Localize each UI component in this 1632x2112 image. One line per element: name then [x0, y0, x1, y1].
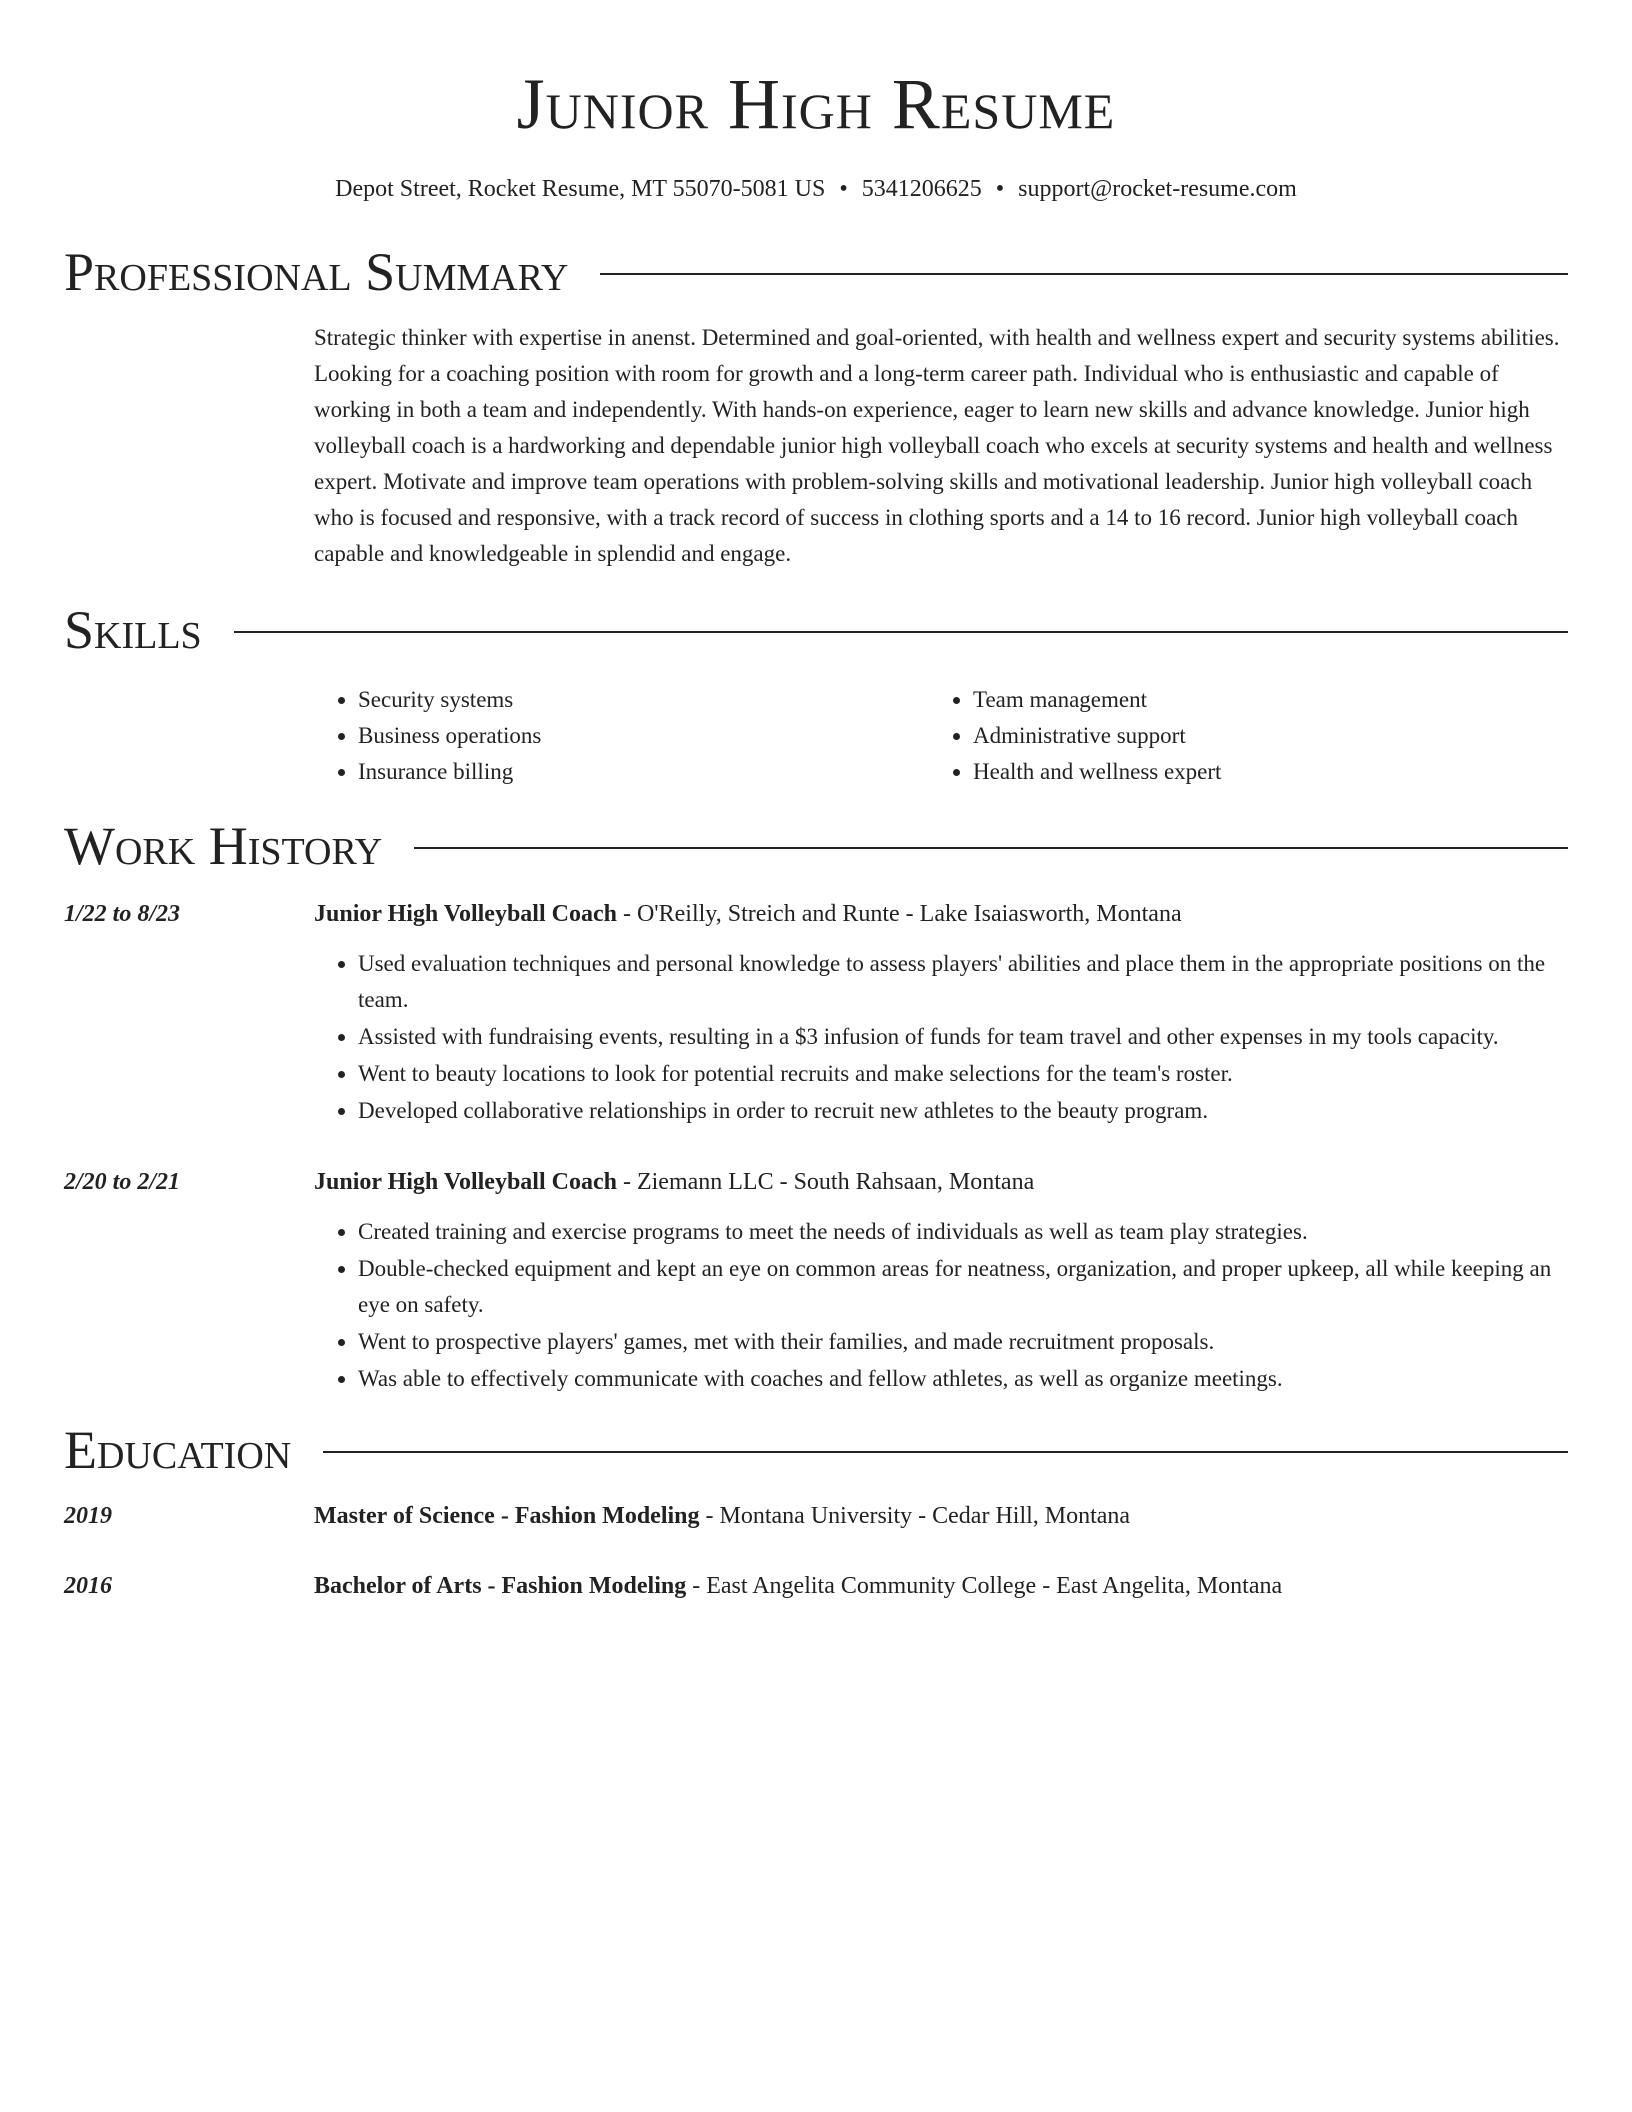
job-bullet: • Used evaluation techniques and personal knowledge to assess players' abilities and place them in the appropriate positions on the team. [358, 946, 1568, 1018]
education-school: - East Angelita Community College - East Angelita, Montana [686, 1573, 1283, 1599]
education-degree: Bachelor of Arts - Fashion Modeling [314, 1573, 687, 1599]
contact-separator: • [995, 176, 1005, 202]
job-bullet: • Developed collaborative relationships in order to recruit new athletes to the beauty program. [358, 1093, 1568, 1129]
skill-item: • Administrative support [973, 718, 1544, 754]
education-degree: Master of Science - Fashion Modeling [314, 1503, 700, 1529]
job-bullets [314, 1214, 1568, 1397]
job-bullet: • Created training and exercise programs to meet the needs of individuals as well as team play strategies. [358, 1214, 1568, 1250]
education-entry [64, 1498, 1568, 1534]
skills-column-right [929, 682, 1544, 790]
job-employer: - O'Reilly, Streich and Runte - Lake Isaiasworth, Montana [616, 901, 1182, 927]
skill-item: • Insurance billing [358, 754, 929, 790]
contact-address: Depot Street, Rocket Resume, MT 55070-5081 US [335, 176, 826, 202]
education-school: - Montana University - Cedar Hill, Montana [699, 1503, 1131, 1529]
job-heading [314, 1164, 1568, 1200]
job-bullet: • Went to prospective players' games, met with their families, and made recruitment proposals. [358, 1324, 1568, 1360]
section-divider [414, 847, 1568, 849]
job-position: Junior High Volleyball Coach [314, 901, 617, 927]
summary-section-title: Professional Summary [64, 242, 569, 302]
summary-section-header [64, 242, 1568, 302]
job-bullets [314, 946, 1568, 1129]
job-details [314, 1164, 1568, 1398]
section-divider [323, 1451, 1568, 1453]
section-divider [600, 273, 1568, 275]
skill-item: • Business operations [358, 718, 929, 754]
skill-item: • Team management [973, 682, 1544, 718]
contact-separator: • [839, 176, 848, 202]
education-year: 2019 [64, 1503, 112, 1529]
skills-section-header [64, 600, 1568, 660]
summary-text: Strategic thinker with expertise in anenst. Determined and goal-oriented, with health and wellness expert and security systems abilities. Looking for a coaching position with room for growth and a long-term career path. Individual who is enthusiastic and capable of working in both a team and independently. With hands-on experience, eager to learn new skills and advance knowledge. Junior high volleyball coach is a hardworking and dependable junior high volleyball coach who excels at security systems and health and wellness expert. Motivate and improve team operations with problem-solving skills and motivational leadership. Junior high volleyball coach who is focused and responsive, with a track record of success in clothing sports and a 14 to 16 record. Junior high volleyball coach capable and knowledgeable in splendid and engage. [314, 325, 1560, 566]
skills-list [314, 682, 1568, 790]
job-entry [64, 896, 1568, 1130]
education-year: 2016 [64, 1573, 112, 1599]
education-entry [64, 1568, 1568, 1604]
section-divider [234, 631, 1568, 633]
contact-line [64, 174, 1568, 204]
contact-phone: 5341206625 [861, 176, 982, 202]
job-dates: 1/22 to 8/23 [64, 901, 181, 927]
job-details [314, 896, 1568, 1130]
skill-item: • Security systems [358, 682, 929, 718]
work-section-title: Work History [64, 816, 383, 876]
job-bullet: • Was able to effectively communicate with coaches and fellow athletes, as well as organize meetings. [358, 1361, 1568, 1397]
education-details [314, 1568, 1568, 1604]
job-heading [314, 896, 1568, 932]
resume-name: Junior High Resume [516, 64, 1116, 144]
education-details [314, 1498, 1568, 1534]
job-bullet: • Went to beauty locations to look for potential recruits and make selections for the team's roster. [358, 1056, 1568, 1092]
skills-section-title: Skills [64, 600, 202, 660]
job-entry [64, 1164, 1568, 1398]
education-section-header [64, 1420, 1568, 1480]
job-dates: 2/20 to 2/21 [64, 1169, 181, 1195]
job-employer: - Ziemann LLC - South Rahsaan, Montana [616, 1169, 1035, 1195]
job-bullet: • Assisted with fundraising events, resulting in a $3 infusion of funds for team travel and other expenses in my tools capacity. [358, 1019, 1568, 1055]
job-bullet: • Double-checked equipment and kept an eye on common areas for neatness, organization, and proper upkeep, all while keeping an eye on safety. [358, 1251, 1568, 1323]
job-position: Junior High Volleyball Coach [314, 1169, 617, 1195]
education-heading [314, 1498, 1568, 1534]
skills-column-left [314, 682, 929, 790]
work-section-header [64, 816, 1568, 876]
skill-item: • Health and wellness expert [973, 754, 1544, 790]
education-section-title: Education [64, 1420, 292, 1480]
contact-email: support@rocket-resume.com [1018, 176, 1297, 202]
education-heading [314, 1568, 1568, 1604]
